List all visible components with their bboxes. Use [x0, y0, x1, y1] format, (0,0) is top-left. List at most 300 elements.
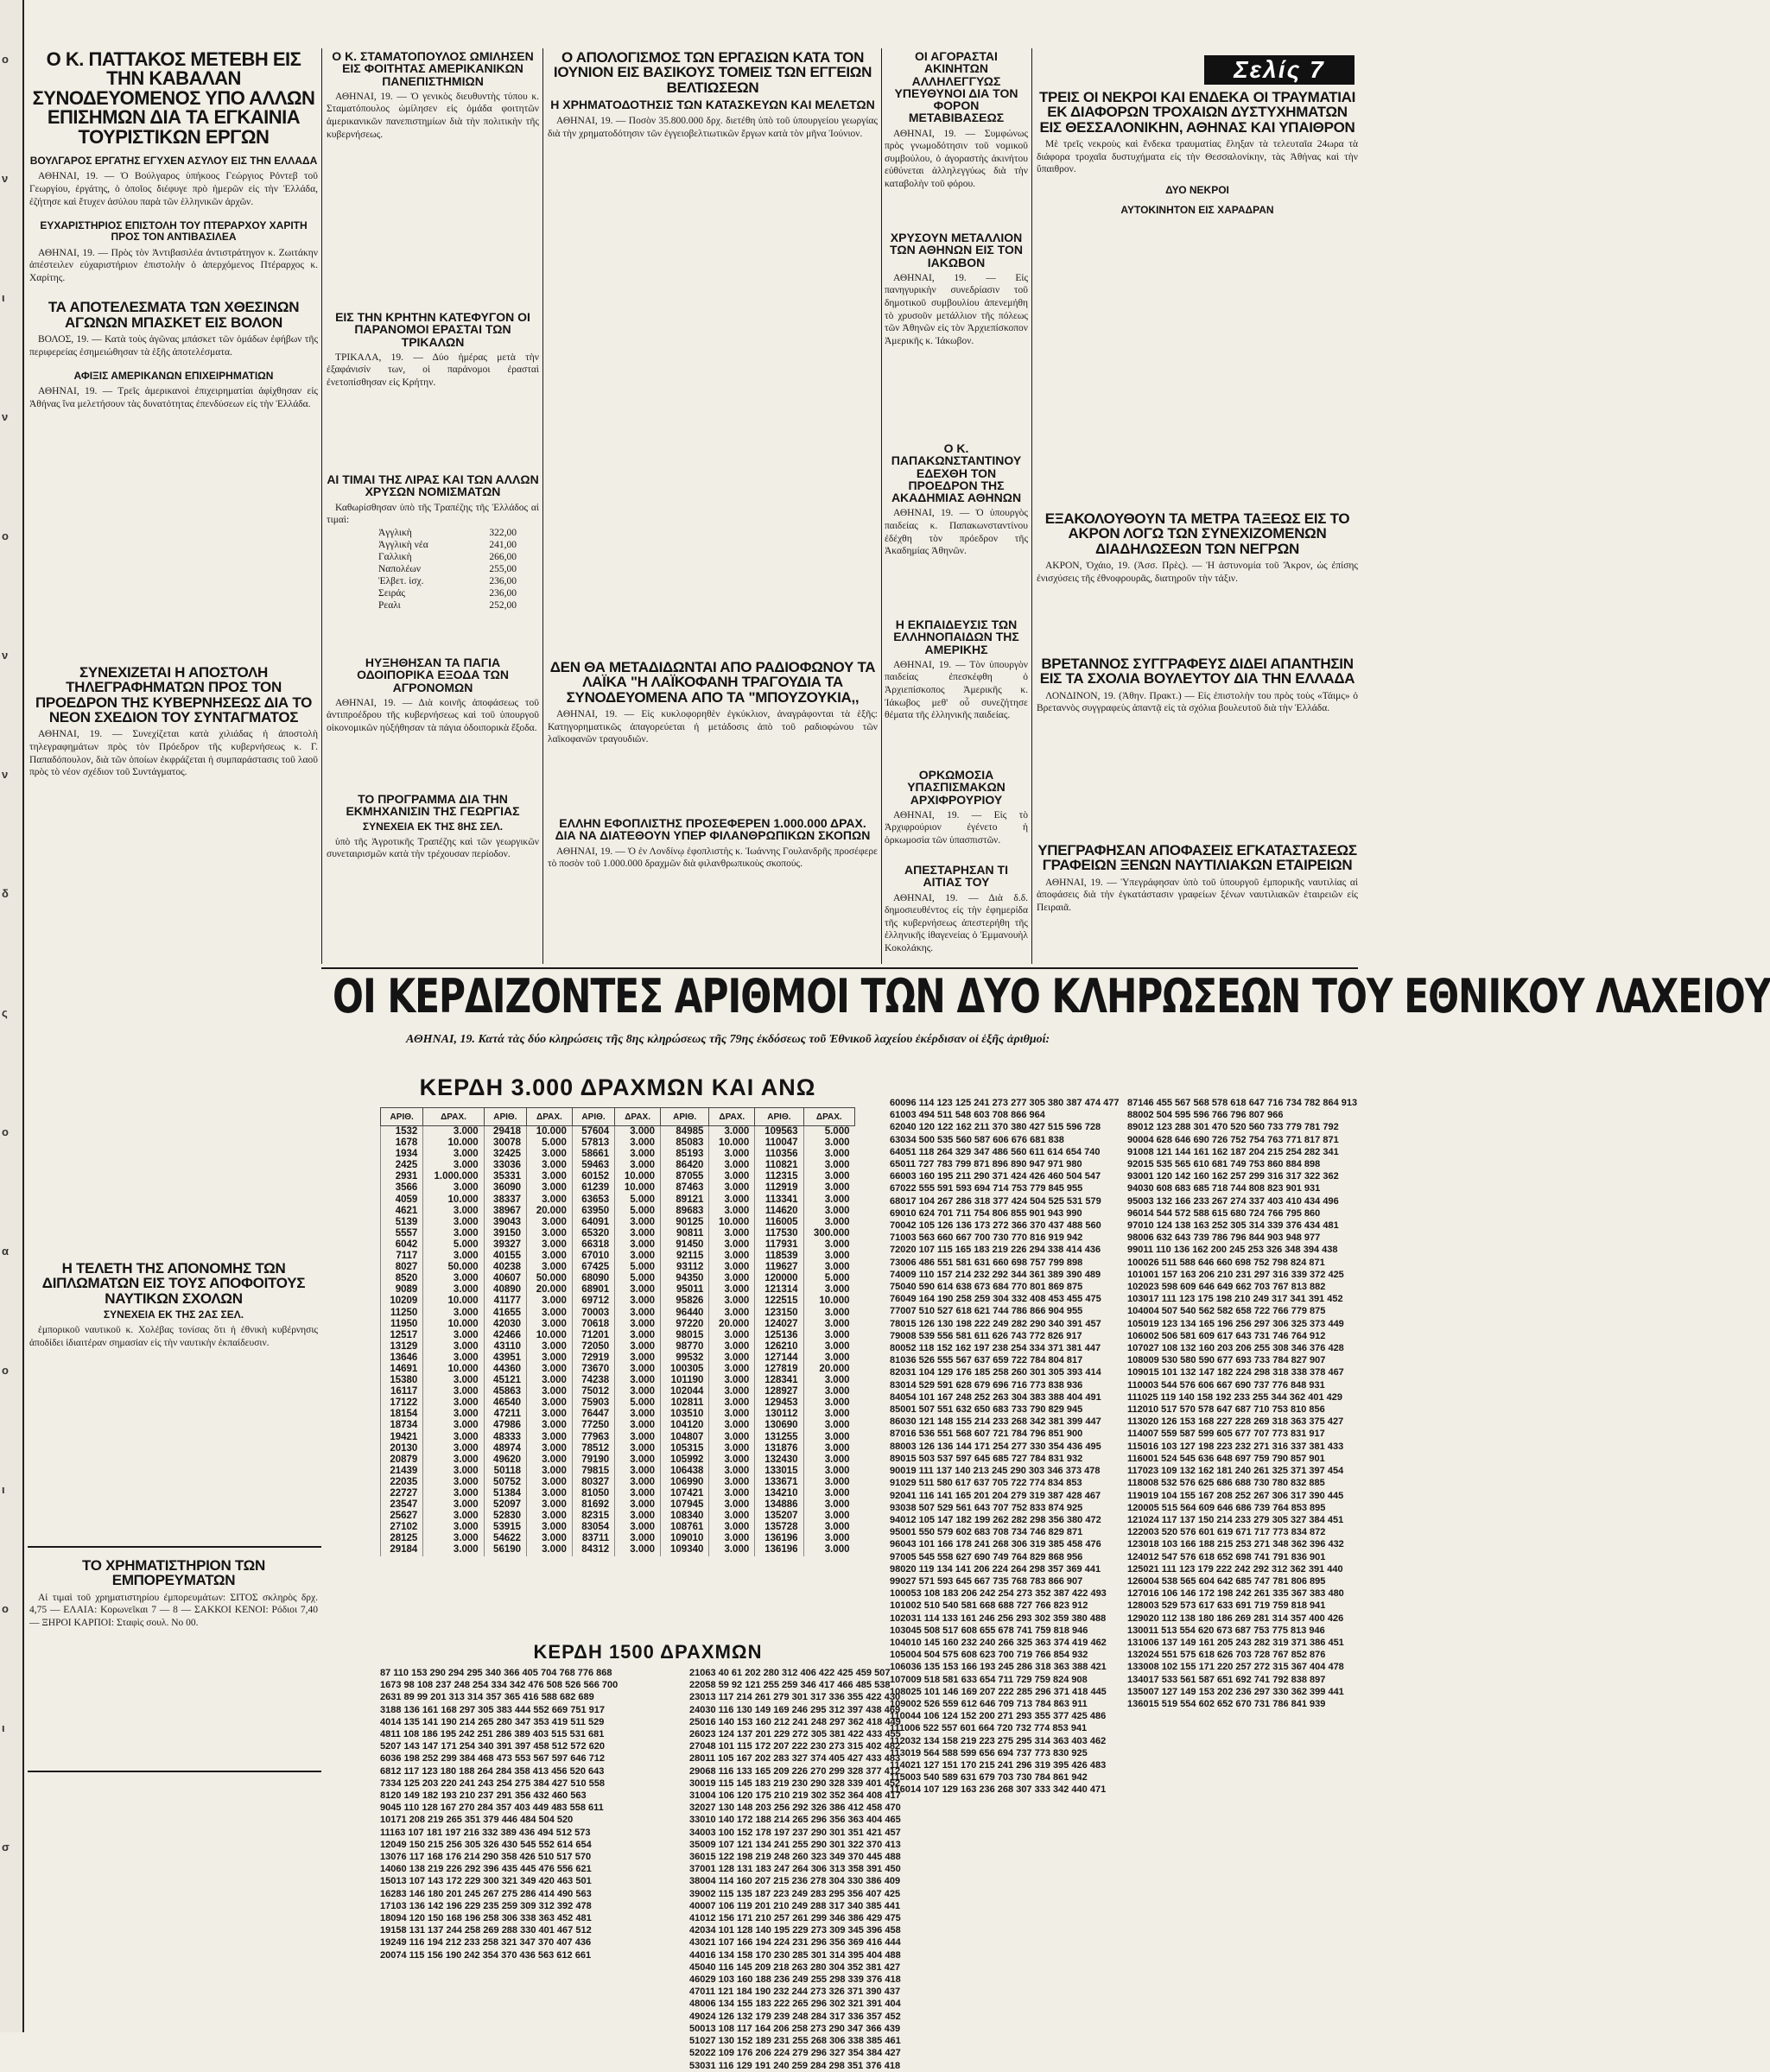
prize-amount-cell: 3.000: [423, 1206, 484, 1217]
number-line: 133008 102 155 171 220 257 272 315 367 404 478: [1127, 1662, 1344, 1673]
prize-amount-cell: 3.000: [527, 1544, 573, 1556]
ticket-number-cell: 116005: [755, 1217, 803, 1228]
number-line: 129020 112 138 180 186 269 281 314 357 400 426: [1127, 1613, 1344, 1624]
prize-amount-cell: 3.000: [615, 1511, 661, 1522]
edge-fragment: ο: [2, 1364, 9, 1377]
number-line: 91029 511 580 617 637 705 722 774 834 853: [890, 1478, 1082, 1489]
headline: ΑΙ ΤΙΜΑΙ ΤΗΣ ΛΙΡΑΣ ΚΑΙ ΤΩΝ ΑΛΛΩΝ ΧΡΥΣΩΝ ΝΟΜΙΣΜΑΤΩΝ: [327, 472, 539, 499]
article-text: ΑΘΗΝΑΙ, 19. — Τρεῖς ἀμερικανοὶ ἐπιχειρηματίαι ἀφίχθησαν εἰς Ἀθήνας ἵνα μελετήσουν τὰς δυνατότητας ἐπενδύσεων εἰς τὴν Ἑλλάδα.: [29, 386, 320, 409]
number-line: 60096 114 123 125 241 273 277 305 380 387 474 477: [890, 1098, 1120, 1108]
article-traffic: [1037, 89, 1361, 508]
number-line: 45040 116 145 209 218 263 280 304 352 381 427: [689, 1961, 901, 1973]
ticket-number-cell: 114620: [755, 1206, 803, 1217]
number-line: 67022 555 591 593 694 714 753 779 845 955: [890, 1183, 1083, 1194]
coin-name: Ἀγγλικὴ νέα: [378, 539, 428, 550]
table-row: [381, 1194, 855, 1206]
table-row: [381, 1217, 855, 1228]
ticket-number-cell: 42466: [484, 1330, 526, 1341]
headline: Ο Κ. ΠΑΤΤΑΚΟΣ ΜΕΤΕΒΗ ΕΙΣ ΤΗΝ ΚΑΒΑΛΑΝ ΣΥΝΟΔΕΥΟΜΕΝΟΣ ΥΠΟ ΑΛΛΩΝ ΕΠΙΣΗΜΩΝ ΔΙΑ ΤΑ ΕΓΚΑΙΝΙΑ ΤΟΥΡΙΣΤΙΚΩΝ ΕΡΓΩΝ: [32, 48, 315, 148]
ticket-number-cell: 85193: [661, 1149, 709, 1160]
prize-amount-cell: 3.000: [709, 1499, 755, 1511]
coin-price: 236,00: [489, 587, 517, 599]
ticket-number-cell: 131876: [755, 1443, 803, 1454]
article-text: ΑΘΗΝΑΙ, 19. — Ὑπεγράφησαν ὑπὸ τοῦ ὑπουργοῦ ἐμπορικῆς ναυτιλίας αἱ ἀποφάσεις διὰ τὴν ἐγκατάστασιν γραφείων ξένων ναυτιλιακῶν ἑταιρειῶν εἰς Πειραιᾶ.: [1037, 877, 1361, 913]
prize-amount-cell: 3.000: [423, 1284, 484, 1296]
number-line: 46029 103 160 188 236 249 255 298 339 376 418: [689, 1974, 901, 1986]
prize-amount-cell: 3.000: [615, 1432, 661, 1443]
ticket-number-cell: 98015: [661, 1330, 709, 1341]
number-line: 32027 130 148 203 256 292 326 386 412 458 470: [689, 1803, 901, 1814]
col-amount-header: ΔΡΑΧ.: [709, 1108, 755, 1126]
number-line: 115016 103 127 198 223 232 271 316 337 381 433: [1127, 1441, 1344, 1452]
headline: ΗΥΞΗΘΗΣΑΝ ΤΑ ΠΑΓΙΑ ΟΔΟΙΠΟΡΙΚΑ ΕΞΟΔΑ ΤΩΝ ΑΓΡΟΝΟΜΩΝ: [357, 656, 509, 694]
prize-amount-cell: 3.000: [709, 1488, 755, 1499]
prize-amount-cell: 5.000: [803, 1126, 854, 1138]
ticket-number-cell: 69712: [572, 1296, 614, 1307]
ticket-number-cell: 85083: [661, 1137, 709, 1149]
table-row: [381, 1375, 855, 1386]
col-number-header: ΑΡΙΘ.: [484, 1108, 526, 1126]
subhead: ΔΥΟ ΝΕΚΡΟΙ: [1165, 183, 1229, 196]
number-line: 115003 540 589 631 679 703 730 784 861 942: [890, 1772, 1088, 1784]
table-row: [381, 1499, 855, 1511]
ticket-number-cell: 101190: [661, 1375, 709, 1386]
number-line: 85001 507 551 632 650 683 733 790 829 945: [890, 1404, 1083, 1416]
prize-amount-cell: 10.000: [423, 1364, 484, 1375]
number-line: 87146 455 567 568 578 618 647 716 734 782 864 913: [1127, 1098, 1358, 1108]
prize-amount-cell: 10.000: [423, 1296, 484, 1307]
prize-amount-cell: 3.000: [709, 1432, 755, 1443]
ticket-number-cell: 18734: [381, 1420, 423, 1431]
number-line: 1673 98 108 237 248 254 334 342 476 508 526 566 700: [380, 1680, 619, 1691]
ticket-number-cell: 41655: [484, 1308, 526, 1319]
ticket-number-cell: 39150: [484, 1228, 526, 1239]
article-text: ΑΘΗΝΑΙ, 19. — Ὁ ἐν Λονδίνῳ ἐφοπλιστὴς κ. Ἰωάννης Γουλανδρῆς προσέφερε τὸ ποσὸν τοῦ 1.000.000 δραχμῶν διὰ φιλανθρωπικοὺς σκοπούς.: [548, 846, 880, 870]
prize-amount-cell: 3.000: [709, 1454, 755, 1466]
ticket-number-cell: 119627: [755, 1262, 803, 1273]
prize-amount-cell: 3.000: [527, 1477, 573, 1488]
edge-fragment: ο: [2, 53, 9, 66]
number-line: 62040 120 122 162 211 370 380 427 515 596 728: [890, 1122, 1101, 1133]
article-text: ΑΘΗΝΑΙ, 19. — Εἰς κυκλοφορηθὲν ἐγκύκλιον, ἀναγράφονται τὰ ἑξῆς: Κατηγορηματικῶς ἀπαγορεύεται ἡ μετάδοσις ἀπὸ τοῦ ραδιοφώνου τῶν λαϊκοφανῶν τραγουδιῶν.: [548, 708, 880, 745]
ticket-number-cell: 68901: [572, 1284, 614, 1296]
ticket-number-cell: 95011: [661, 1284, 709, 1296]
number-line: 82031 104 129 176 185 258 260 301 305 393 414: [890, 1367, 1101, 1378]
table-row: [381, 1228, 855, 1239]
prize-amount-cell: 3.000: [803, 1149, 854, 1160]
number-line: 112010 517 570 578 647 687 710 753 810 856: [1127, 1404, 1325, 1416]
ticket-number-cell: 79815: [572, 1466, 614, 1477]
prize-amount-cell: 3.000: [423, 1375, 484, 1386]
prize-amount-cell: 3.000: [423, 1477, 484, 1488]
number-line: 21063 40 61 202 280 312 406 422 425 459 507: [689, 1668, 891, 1678]
number-line: 109015 101 132 147 182 224 298 318 338 378 467: [1127, 1367, 1344, 1378]
prize-amount-cell: 3.000: [423, 1217, 484, 1228]
ticket-number-cell: 43951: [484, 1353, 526, 1364]
prize-amount-cell: 3.000: [803, 1488, 854, 1499]
ticket-number-cell: 92115: [661, 1251, 709, 1262]
article-text: Αἱ τιμαὶ τοῦ χρηματιστηρίου ἐμπορευμάτων: ΣΙΤΟΣ σκληρὸς δρχ. 4,75 — ΕΛΑΙΑ: Κορωνεῖκαι 7 — 8 — ΣΑΚΚΟΙ ΚΕΝΟΙ: Ρόδιοι 7,40 — ΞΗΡΟΙ ΚΑΡΠΟΙ: Σταφὶς σουλ. Νο 00.: [29, 1592, 320, 1628]
article-text: ΒΟΛΟΣ, 19. — Κατὰ τοὺς ἀγῶνας μπάσκετ τῶν ὁμάδων ἐφήβων τῆς περιφερείας ἐσημειώθησαν τὰ ἑξῆς ἀποτελέσματα.: [29, 333, 320, 358]
prize-amount-cell: 5.000: [615, 1397, 661, 1409]
number-line: 43021 107 166 194 224 231 296 356 369 416 444: [689, 1937, 901, 1948]
prize-amount-cell: 3.000: [615, 1217, 661, 1228]
article-text: ΑΘΗΝΑΙ, 19. — Συνεχίζεται κατὰ χιλιάδας ἡ ἀποστολὴ τηλεγραφημάτων πρὸς τὸν Πρόεδρον τῆς κυβερνήσεως κ. Γ. Παπαδόπουλον, διὰ τῶν ὁποίων ἐκφράζεται ἡ συμπαράστασις τοῦ λαοῦ πρὸς τὸ νέον σχέδιον τοῦ Συντάγματος.: [29, 729, 320, 778]
coin-name: Ἑλβετ. ἰσχ.: [378, 575, 424, 586]
table-row: [381, 1160, 855, 1171]
prize-amount-cell: 3.000: [709, 1330, 755, 1341]
number-line: 3188 136 161 168 297 305 383 444 552 669 751 917: [380, 1704, 605, 1715]
number-line: 97010 124 138 163 252 305 314 339 376 434 481: [1127, 1220, 1339, 1232]
prize-amount-cell: 5.000: [423, 1239, 484, 1251]
number-line: 113019 564 588 599 656 694 737 773 830 925: [890, 1747, 1088, 1758]
number-line: 41012 156 171 210 257 261 299 346 386 429 475: [689, 1913, 901, 1924]
prize-amount-cell: 3.000: [423, 1182, 484, 1194]
headline: Ο Κ. ΠΑΠΑΚΩΝΣΤΑΝΤΙΝΟΥ ΕΔΕΧΘΗ ΤΟΝ ΠΡΟΕΔΡΟΝ ΤΗΣ ΑΚΑΔΗΜΙΑΣ ΑΘΗΝΩΝ: [891, 441, 1022, 505]
coin-name: Ἀγγλικὴ: [378, 527, 412, 538]
ticket-number-cell: 19421: [381, 1432, 423, 1443]
prize-amount-cell: 3.000: [423, 1386, 484, 1397]
prize-amount-cell: 3.000: [615, 1488, 661, 1499]
number-line: 121024 117 137 150 214 233 279 305 327 384 451: [1127, 1514, 1344, 1525]
number-line: 24030 116 130 149 169 246 295 312 397 438 469: [689, 1704, 901, 1715]
gold-rate-row: [378, 599, 517, 611]
ticket-number-cell: 83054: [572, 1522, 614, 1533]
ticket-number-cell: 134210: [755, 1488, 803, 1499]
article-writer: [1037, 656, 1361, 838]
ticket-number-cell: 98770: [661, 1341, 709, 1353]
prize-amount-cell: 3.000: [423, 1397, 484, 1409]
prize-amount-cell: 3.000: [527, 1432, 573, 1443]
winners-table: [380, 1107, 855, 1556]
number-line: 83014 529 591 628 679 696 716 773 838 936: [890, 1379, 1083, 1391]
edge-fragment: α: [2, 1245, 9, 1258]
prize-amount-cell: 3.000: [709, 1160, 755, 1171]
ticket-number-cell: 68090: [572, 1273, 614, 1284]
ticket-number-cell: 2931: [381, 1171, 423, 1182]
col-amount-header: ΔΡΑΧ.: [423, 1108, 484, 1126]
prize-amount-cell: 3.000: [709, 1364, 755, 1375]
article-text: ΑΘΗΝΑΙ, 19. — Εἰς πανηγυρικὴν συνεδρίασιν τοῦ δημοτικοῦ συμβουλίου ἀπενεμήθη τὸ χρυσοῦν μετάλλιον τῆς πόλεως τῶν Ἀθηνῶν εἰς τὸν Ἀρχιεπίσκοπον Ἀμερικῆς κ. Ἰάκωβον.: [885, 272, 1031, 346]
number-line: 33010 140 172 188 214 265 296 356 363 404 465: [689, 1815, 901, 1826]
number-line: 86030 121 148 155 214 233 268 342 381 399 447: [890, 1416, 1101, 1428]
ticket-number-cell: 132430: [755, 1454, 803, 1466]
number-line: 118008 532 576 625 686 688 730 780 832 885: [1127, 1478, 1325, 1489]
ticket-number-cell: 77963: [572, 1432, 614, 1443]
ticket-number-cell: 11950: [381, 1319, 423, 1330]
number-line: 81036 526 555 567 637 659 722 784 804 817: [890, 1355, 1083, 1366]
ticket-number-cell: 76447: [572, 1409, 614, 1420]
table-row: [381, 1466, 855, 1477]
ticket-number-cell: 44360: [484, 1364, 526, 1375]
column-rule: [321, 48, 322, 964]
headline: ΤΟ ΠΡΟΓΡΑΜΜΑ ΔΙΑ ΤΗΝ ΕΚΜΗΧΑΝΙΣΙΝ ΤΗΣ ΓΕΩΡΓΙΑΣ: [346, 792, 520, 819]
number-line: 104010 145 160 232 240 266 325 363 374 419 462: [890, 1637, 1107, 1648]
ticket-number-cell: 81050: [572, 1488, 614, 1499]
number-line: 30019 115 145 183 219 230 290 328 339 401 452: [689, 1777, 901, 1789]
prize-amount-cell: 3.000: [803, 1217, 854, 1228]
prize-amount-cell: 3.000: [709, 1511, 755, 1522]
prize-amount-cell: 3.000: [615, 1386, 661, 1397]
prize-amount-cell: 3.000: [615, 1375, 661, 1386]
prize-amount-cell: 3.000: [615, 1137, 661, 1149]
article-text: ΑΘΗΝΑΙ, 19. — Ὁ Βούλγαρος ὑπήκοος Γεώργιος Ρόντεβ τοῦ Γεωργίου, ἐργάτης, ὁ ὁποῖος διέφυγε πρὸ ἡμερῶν εἰς τὴν Ἑλλάδα, ἐζήτησε καὶ ἔτυχεν ἀσύλου παρὰ τῶν ἑλληνικῶν ἀρχῶν.: [29, 171, 320, 207]
prize-amount-cell: 3.000: [615, 1239, 661, 1251]
prize-amount-cell: 10.000: [615, 1182, 661, 1194]
edge-fragment: ο: [2, 1602, 9, 1615]
prize-amount-cell: 3.000: [423, 1308, 484, 1319]
prize-amount-cell: 50.000: [423, 1262, 484, 1273]
number-line: 6036 198 252 299 384 468 473 553 567 597 646 712: [380, 1753, 605, 1765]
prize-amount-cell: 3.000: [423, 1454, 484, 1466]
prize-amount-cell: 3.000: [423, 1228, 484, 1239]
prize-amount-cell: 300.000: [803, 1228, 854, 1239]
number-line: 102023 598 609 646 649 662 703 767 813 882: [1127, 1282, 1326, 1293]
ticket-number-cell: 108340: [661, 1511, 709, 1522]
number-line: 100053 108 183 206 242 254 273 352 387 422 493: [890, 1588, 1107, 1600]
table-row: [381, 1262, 855, 1273]
coin-price: 241,00: [489, 539, 517, 550]
number-line: 48006 134 155 183 222 265 296 302 321 391 404: [689, 1999, 901, 2010]
ticket-number-cell: 16117: [381, 1386, 423, 1397]
number-line: 19158 131 137 244 258 269 288 330 401 467 512: [380, 1925, 592, 1936]
table-row: [381, 1420, 855, 1431]
prize-amount-cell: 3.000: [615, 1522, 661, 1533]
number-line: 36015 122 198 219 248 260 323 349 370 445 488: [689, 1852, 901, 1863]
prize-amount-cell: 3.000: [423, 1149, 484, 1160]
ticket-number-cell: 74238: [572, 1375, 614, 1386]
number-line: 69010 624 701 711 754 806 855 901 943 990: [890, 1207, 1082, 1219]
ticket-number-cell: 106990: [661, 1477, 709, 1488]
article-text: ὑπὸ τῆς Ἀγροτικῆς Τραπέζης καὶ τῶν γεωργικῶν συνεταιρισμῶν κατὰ τὴν τρέχουσαν περίοδον.: [327, 836, 542, 860]
ticket-number-cell: 25627: [381, 1511, 423, 1522]
prize-amount-cell: 3.000: [527, 1386, 573, 1397]
ticket-number-cell: 48333: [484, 1432, 526, 1443]
ticket-number-cell: 52097: [484, 1499, 526, 1511]
number-line: 76049 164 190 258 259 304 332 408 453 455 475: [890, 1294, 1101, 1305]
table-row: [381, 1319, 855, 1330]
ticket-number-cell: 28125: [381, 1533, 423, 1544]
ticket-number-cell: 23547: [381, 1499, 423, 1511]
prize-amount-cell: 3.000: [803, 1171, 854, 1182]
ticket-number-cell: 45121: [484, 1375, 526, 1386]
number-line: 47011 121 184 190 232 244 273 326 371 390 437: [689, 1986, 901, 1998]
prize-amount-cell: 3.000: [709, 1544, 755, 1556]
number-line: 22058 59 92 121 255 259 346 417 466 485 538: [689, 1680, 891, 1691]
ticket-number-cell: 13129: [381, 1341, 423, 1353]
article-arrest: [885, 863, 1031, 962]
table-row: [381, 1386, 855, 1397]
ticket-number-cell: 83711: [572, 1533, 614, 1544]
number-line: 107027 108 132 160 203 206 255 308 346 376 428: [1127, 1343, 1344, 1354]
section-rule: [28, 1546, 321, 1548]
ticket-number-cell: 136196: [755, 1533, 803, 1544]
prize-amount-cell: 3.000: [615, 1420, 661, 1431]
edge-fragment: ι: [2, 291, 5, 304]
ticket-number-cell: 110356: [755, 1149, 803, 1160]
article-text: ΛΟΝΔΙΝΟΝ, 19. (Ἀθην. Πρακτ.) — Εἰς ἐπιστολὴν του πρὸς τοὺς «Τάιμς» ὁ Βρεταννὸς συγγραφεὺς ἀπαντᾷ εἰς τὰ σχόλια βουλευτοῦ διὰ τὴν Ἑλλάδα.: [1037, 690, 1361, 714]
ticket-number-cell: 96440: [661, 1308, 709, 1319]
ticket-number-cell: 20130: [381, 1443, 423, 1454]
ticket-number-cell: 1934: [381, 1149, 423, 1160]
prize-amount-cell: 3.000: [709, 1308, 755, 1319]
number-line: 88002 504 595 596 766 796 807 966: [1127, 1110, 1284, 1121]
ticket-number-cell: 18154: [381, 1409, 423, 1420]
subhead: ΑΥΤΟΚΙΝΗΤΟΝ ΕΙΣ ΧΑΡΑΔΡΑΝ: [1120, 203, 1274, 216]
article-academy: [885, 441, 1031, 563]
number-line: 124012 547 576 618 652 698 741 791 836 901: [1127, 1551, 1326, 1562]
ticket-number-cell: 71201: [572, 1330, 614, 1341]
prize-amount-cell: 3.000: [709, 1296, 755, 1307]
prize-amount-cell: 3.000: [527, 1160, 573, 1171]
prize-amount-cell: 3.000: [803, 1511, 854, 1522]
number-line: 29068 116 133 165 209 226 270 299 328 377 412: [689, 1765, 901, 1777]
prize-amount-cell: 3.000: [423, 1544, 484, 1556]
number-line: 74009 110 157 214 232 292 344 361 389 390 489: [890, 1269, 1101, 1280]
prize-amount-cell: 3.000: [615, 1228, 661, 1239]
prize-amount-cell: 3.000: [615, 1160, 661, 1171]
article-education: [885, 618, 1031, 765]
prize-amount-cell: 3.000: [615, 1533, 661, 1544]
ticket-number-cell: 129453: [755, 1397, 803, 1409]
ticket-number-cell: 106438: [661, 1466, 709, 1477]
prize-amount-cell: 3.000: [423, 1488, 484, 1499]
prize-amount-cell: 3.000: [615, 1149, 661, 1160]
prize-amount-cell: 3.000: [803, 1330, 854, 1341]
number-line: 42034 101 128 140 195 229 273 309 345 396 458: [689, 1925, 901, 1936]
number-line: 101001 157 163 206 210 231 297 316 339 372 425: [1127, 1269, 1344, 1280]
prize-amount-cell: 3.000: [615, 1499, 661, 1511]
prize-amount-cell: 3.000: [803, 1206, 854, 1217]
prize-amount-cell: 3.000: [527, 1522, 573, 1533]
prize-amount-cell: 5.000: [615, 1273, 661, 1284]
col-number-header: ΑΡΙΘ.: [381, 1108, 423, 1126]
prize-amount-cell: 3.000: [423, 1160, 484, 1171]
prize-amount-cell: 3.000: [527, 1341, 573, 1353]
coin-name: Ναπολέων: [378, 563, 422, 574]
article-text: ΤΡΙΚΑΛΑ, 19. — Δύο ἡμέρας μετὰ τὴν ἐξαφάνισίν των, οἱ παράνομοι ἐρασταὶ ἐνετοπίσθησαν εἰς Κρήτην.: [327, 352, 542, 388]
ticket-number-cell: 58661: [572, 1149, 614, 1160]
number-line: 126004 538 565 604 642 685 747 781 806 895: [1127, 1575, 1326, 1587]
article-naval: [29, 1261, 318, 1537]
number-line: 52022 109 176 206 224 279 296 327 354 384 427: [689, 2048, 901, 2059]
prize-amount-cell: 3.000: [709, 1409, 755, 1420]
ticket-number-cell: 135207: [755, 1511, 803, 1522]
ticket-number-cell: 134886: [755, 1499, 803, 1511]
number-line: 96014 544 572 588 615 680 724 766 795 860: [1127, 1207, 1321, 1219]
prize-amount-cell: 3.000: [803, 1341, 854, 1353]
ticket-number-cell: 61239: [572, 1182, 614, 1194]
prize-amount-cell: 3.000: [615, 1126, 661, 1138]
headline: ΤΑ ΑΠΟΤΕΛΕΣΜΑΤΑ ΤΩΝ ΧΘΕΣΙΝΩΝ ΑΓΩΝΩΝ ΜΠΑΣΚΕΤ ΕΙΣ ΒΟΛΟΝ: [48, 299, 300, 331]
prize-amount-cell: 3.000: [615, 1251, 661, 1262]
ticket-number-cell: 118539: [755, 1251, 803, 1262]
table-row: [381, 1544, 855, 1556]
prize-amount-cell: 3.000: [527, 1217, 573, 1228]
number-line: 103017 111 123 175 198 210 249 317 341 391 452: [1127, 1294, 1343, 1305]
ticket-number-cell: 117530: [755, 1228, 803, 1239]
ticket-number-cell: 107945: [661, 1499, 709, 1511]
number-line: 27048 101 115 172 207 222 230 273 315 402 482: [689, 1741, 901, 1752]
prize-amount-cell: 3.000: [803, 1499, 854, 1511]
winning-numbers-list-c: [890, 1097, 1125, 2028]
number-line: 15013 107 143 172 229 300 321 349 420 463 501: [380, 1876, 592, 1887]
ticket-number-cell: 59463: [572, 1160, 614, 1171]
article-text: ΑΘΗΝΑΙ, 19. — Εἰς τὸ Ἀρχιφρούριον ἐγένετο ἡ ὁρκωμοσία τῶν ὑπασπιστῶν.: [885, 809, 1031, 846]
article-text: ΑΘΗΝΑΙ, 19. — Συμφώνως πρὸς γνωμοδότησιν τοῦ νομικοῦ συμβούλου, ὁ ἀγοραστὴς ἀκινήτου εὐθύνεται ἀλληλεγγύως διὰ τὴν καταβολὴν τοῦ φόρου.: [885, 128, 1031, 189]
ticket-number-cell: 127144: [755, 1353, 803, 1364]
number-line: 25016 140 153 160 212 241 248 297 362 418 449: [689, 1716, 901, 1727]
subhead: ΑΦΙΞΙΣ ΑΜΕΡΙΚΑΝΩΝ ΕΠΙΧΕΙΡΗΜΑΤΙΩΝ: [73, 370, 274, 383]
number-line: 116001 524 545 636 648 697 759 790 857 901: [1127, 1453, 1325, 1464]
prize-amount-cell: 3.000: [527, 1182, 573, 1194]
number-line: 102031 114 133 161 246 256 293 302 359 380 488: [890, 1613, 1107, 1624]
ticket-number-cell: 86420: [661, 1160, 709, 1171]
article-text: ΑΘΗΝΑΙ, 19. — Ποσὸν 35.800.000 δρχ. διετέθη ὑπὸ τοῦ ὑπουργείου γεωργίας διὰ τὴν χρηματοδότησιν τῶν ἐγγειοβελτιωτικῶν ἔργων κατὰ τὸν μῆνα Ἰούνιον.: [548, 116, 880, 139]
number-line: 114021 127 151 170 215 241 296 319 395 426 483: [890, 1759, 1107, 1771]
prize-amount-cell: 3.000: [709, 1126, 755, 1138]
table-row: [381, 1239, 855, 1251]
prize-amount-cell: 3.000: [709, 1182, 755, 1194]
prize-amount-cell: 3.000: [803, 1454, 854, 1466]
number-line: 90004 628 646 690 726 752 754 763 771 817 871: [1127, 1134, 1339, 1145]
number-line: 78015 126 130 198 222 249 282 290 340 391 457: [890, 1318, 1101, 1329]
number-line: 113020 126 153 168 227 228 269 318 363 375 427: [1127, 1416, 1344, 1428]
article-telegrams: [29, 665, 318, 1071]
ticket-number-cell: 4059: [381, 1194, 423, 1206]
prize-amount-cell: 3.000: [527, 1194, 573, 1206]
number-line: 26023 124 137 201 229 272 305 381 422 433 455: [689, 1729, 901, 1740]
ticket-number-cell: 52830: [484, 1511, 526, 1522]
edge-fragment: ο: [2, 1125, 9, 1138]
prize-amount-cell: 3.000: [803, 1522, 854, 1533]
col-number-header: ΑΡΙΘ.: [661, 1108, 709, 1126]
number-line: 4014 135 141 190 214 265 280 347 353 419 511 529: [380, 1716, 605, 1727]
table-row: [381, 1182, 855, 1194]
prize-amount-cell: 3.000: [423, 1522, 484, 1533]
headline: ΣΥΝΕΧΙΖΕΤΑΙ Η ΑΠΟΣΤΟΛΗ ΤΗΛΕΓΡΑΦΗΜΑΤΩΝ ΠΡΟΣ ΤΟΝ ΠΡΟΕΔΡΟΝ ΤΗΣ ΚΥΒΕΡΝΗΣΕΩΣ ΔΙΑ ΤΟ ΝΕΟΝ ΣΧΕΔΙΟΝ ΤΟΥ ΣΥΝΤΑΓΜΑΤΟΣ: [35, 664, 313, 726]
prize-amount-cell: 3.000: [709, 1262, 755, 1273]
prize-amount-cell: 3.000: [709, 1477, 755, 1488]
prize-amount-cell: 3.000: [527, 1308, 573, 1319]
prize-amount-cell: 3.000: [527, 1397, 573, 1409]
number-line: 111006 522 557 601 664 720 732 774 853 941: [890, 1723, 1088, 1734]
number-line: 88003 126 136 144 171 254 277 330 354 436 495: [890, 1441, 1101, 1452]
ticket-number-cell: 30078: [484, 1137, 526, 1149]
prize-amount-cell: 3.000: [709, 1284, 755, 1296]
coin-price: 266,00: [489, 551, 517, 562]
col-number-header: ΑΡΙΘ.: [755, 1108, 803, 1126]
headline: ΟΡΚΩΜΟΣΙΑ ΥΠΑΣΠΙΣΜΑΚΩΝ ΑΡΧΙΦΡΟΥΡΙΟΥ: [907, 768, 1006, 807]
gold-rate-row: [378, 551, 517, 563]
headline: Η ΤΕΛΕΤΗ ΤΗΣ ΑΠΟΝΟΜΗΣ ΤΩΝ ΔΙΠΛΩΜΑΤΩΝ ΕΙΣ ΤΟΥΣ ΑΠΟΦΟΙΤΟΥΣ ΝΑΥΤΙΚΩΝ ΣΧΟΛΩΝ: [41, 1260, 306, 1307]
ticket-number-cell: 21439: [381, 1466, 423, 1477]
ticket-number-cell: 5139: [381, 1217, 423, 1228]
article-donor: [548, 817, 878, 962]
number-line: 119019 104 155 167 208 252 267 306 317 390 445: [1127, 1490, 1344, 1501]
ticket-number-cell: 64091: [572, 1217, 614, 1228]
ticket-number-cell: 42030: [484, 1319, 526, 1330]
ticket-number-cell: 128341: [755, 1375, 803, 1386]
ticket-number-cell: 120000: [755, 1273, 803, 1284]
ticket-number-cell: 17122: [381, 1397, 423, 1409]
table-row: [381, 1522, 855, 1533]
article-text: ΑΘΗΝΑΙ, 19. — Τὸν ὑπουργὸν παιδείας ἐπεσκέφθη ὁ Ἀρχιεπίσκοπος Ἀμερικῆς κ. Ἰάκωβος μεθ' οὗ συνεζήτησε θέματα τῆς ἑλληνικῆς παιδείας.: [885, 659, 1031, 721]
prize-amount-cell: 3.000: [803, 1375, 854, 1386]
ticket-number-cell: 102044: [661, 1386, 709, 1397]
number-line: 136015 519 554 602 652 670 731 786 841 939: [1127, 1698, 1326, 1709]
edge-fragment: σ: [2, 1841, 10, 1853]
